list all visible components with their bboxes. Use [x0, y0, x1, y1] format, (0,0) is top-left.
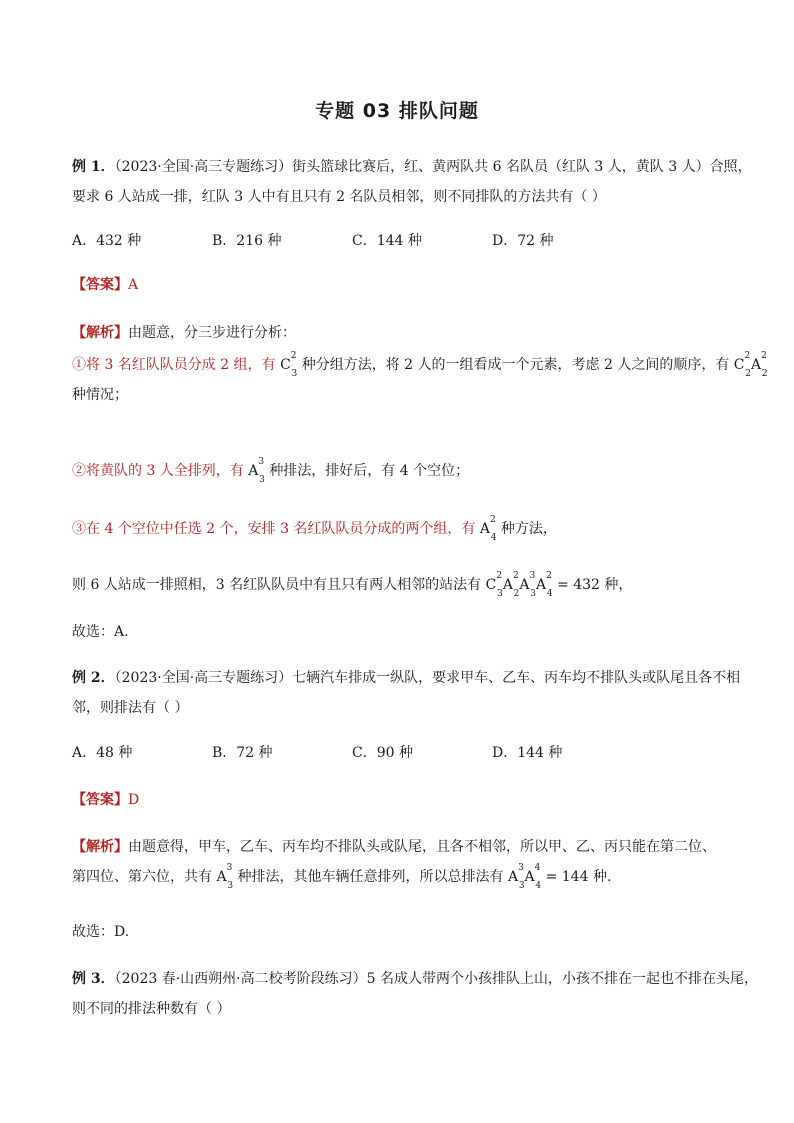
formula-a33a44: $A^3_3A^4_4$: [507, 863, 542, 891]
example-3-label: 例 3．: [72, 971, 115, 987]
conclusion-text-a: 则 6 人站成一排照相，3 名红队队员中有且只有两人相邻的站法有: [72, 577, 482, 593]
example-1-conclusion: [72, 570, 732, 600]
answer-label: 【答案】: [72, 277, 128, 293]
option-d: D．144 种: [492, 745, 563, 761]
analysis-line1: 由题意得，甲车，乙车、丙车均不排队头或队尾，且各不相邻，所以甲、乙、丙只能在第二位、: [128, 839, 716, 855]
example-2-line2: 邻，则排法有（ ）: [72, 700, 189, 716]
example-2-label: 例 2．: [72, 670, 115, 686]
example-3-line2: 则不同的排法种数有（ ）: [72, 1001, 231, 1017]
example-1-step1: [72, 340, 768, 410]
option-b: B．72 种: [212, 745, 273, 761]
example-2-analysis: [72, 832, 732, 892]
step3-text-b: 种方法，: [500, 521, 557, 537]
arrangement-a42: $A^2_4$: [479, 515, 497, 543]
option-a: A．48 种: [72, 745, 133, 761]
example-2-line1: （2023·全国·高三专题练习）七辆汽车排成一纵队，要求甲车、乙车、丙车均不排队头或队尾且各不相: [114, 670, 741, 686]
example-1-step3: [72, 514, 732, 544]
example-1-answer: [72, 270, 732, 300]
option-c: C．144 种: [352, 233, 422, 249]
analysis-line2a: 第四位、第六位，共有: [72, 869, 212, 885]
example-2-options: [72, 738, 732, 768]
example-1-options: [72, 226, 732, 256]
option-d: D．72 种: [492, 233, 554, 249]
choose-text: 故选：A.: [72, 624, 129, 640]
option-c: C．90 种: [352, 745, 413, 761]
page-title: 专题 03 排队问题: [315, 100, 479, 122]
step1-text-a: ①将 3 名红队队员分成 2 组，有: [72, 357, 276, 373]
step2-text-a: ②将黄队的 3 人全排列，有: [72, 463, 244, 479]
example-1-step2: [72, 456, 732, 486]
step1-text-b: 种分组方法，将 2 人的一组看成一个元素，考虑 2 人之间的顺序，有: [301, 357, 730, 373]
example-2-choose: [72, 917, 732, 947]
example-1-choose: [72, 617, 732, 647]
option-a: A．432 种: [72, 233, 142, 249]
example-3-line1: （2023 春·山西朔州·高二校考阶段练习）5 名成人带两个小孩排队上山，小孩不排在一起也不排在头尾，: [114, 971, 758, 987]
arrangement-a33: $A^3_3$: [248, 457, 265, 485]
choose-text: 故选：D.: [72, 924, 130, 940]
analysis-label: 【解析】: [72, 839, 128, 855]
formula-total: $C^2_3A^2_2A^3_3A^2_4$: [485, 571, 553, 599]
answer-value: A: [128, 277, 139, 293]
example-1-line2: 要求 6 人站成一排，红队 3 人中有且只有 2 名队员相邻，则不同排队的方法共有（ ）: [72, 189, 606, 205]
step2-text-b: 种排法，排好后，有 4 个空位；: [269, 463, 470, 479]
analysis-intro: 由题意，分三步进行分析：: [128, 325, 296, 341]
step1-text-c: 种情况；: [72, 387, 128, 403]
example-2-question: [72, 663, 741, 723]
example-1-question: [72, 152, 752, 212]
example-2-answer: [72, 785, 732, 815]
combination-c32: $C^2_3$: [280, 351, 298, 379]
analysis-label: 【解析】: [72, 325, 128, 341]
analysis-line2c: = 144 种.: [541, 869, 612, 885]
arrangement-a33: $A^3_3$: [216, 863, 234, 891]
formula-c21a22: $C^2_2A^2_2$: [733, 351, 768, 379]
answer-value: D: [128, 792, 140, 808]
example-1-line1: （2023·全国·高三专题练习）街头篮球比赛后，红、黄两队共 6 名队员（红队 3 人，黄队 3 人）合照，: [114, 159, 752, 175]
analysis-line2b: 种排法，其他车辆任意排列，所以总排法有: [237, 869, 504, 885]
example-1-label: 例 1．: [72, 159, 115, 175]
conclusion-text-b: = 432 种，: [552, 577, 633, 593]
step3-text-a: ③在 4 个空位中任选 2 个，安排 3 名红队队员分成的两个组，有: [72, 521, 476, 537]
example-3-question: [72, 964, 758, 1024]
option-b: B．216 种: [212, 233, 282, 249]
answer-label: 【答案】: [72, 792, 128, 808]
